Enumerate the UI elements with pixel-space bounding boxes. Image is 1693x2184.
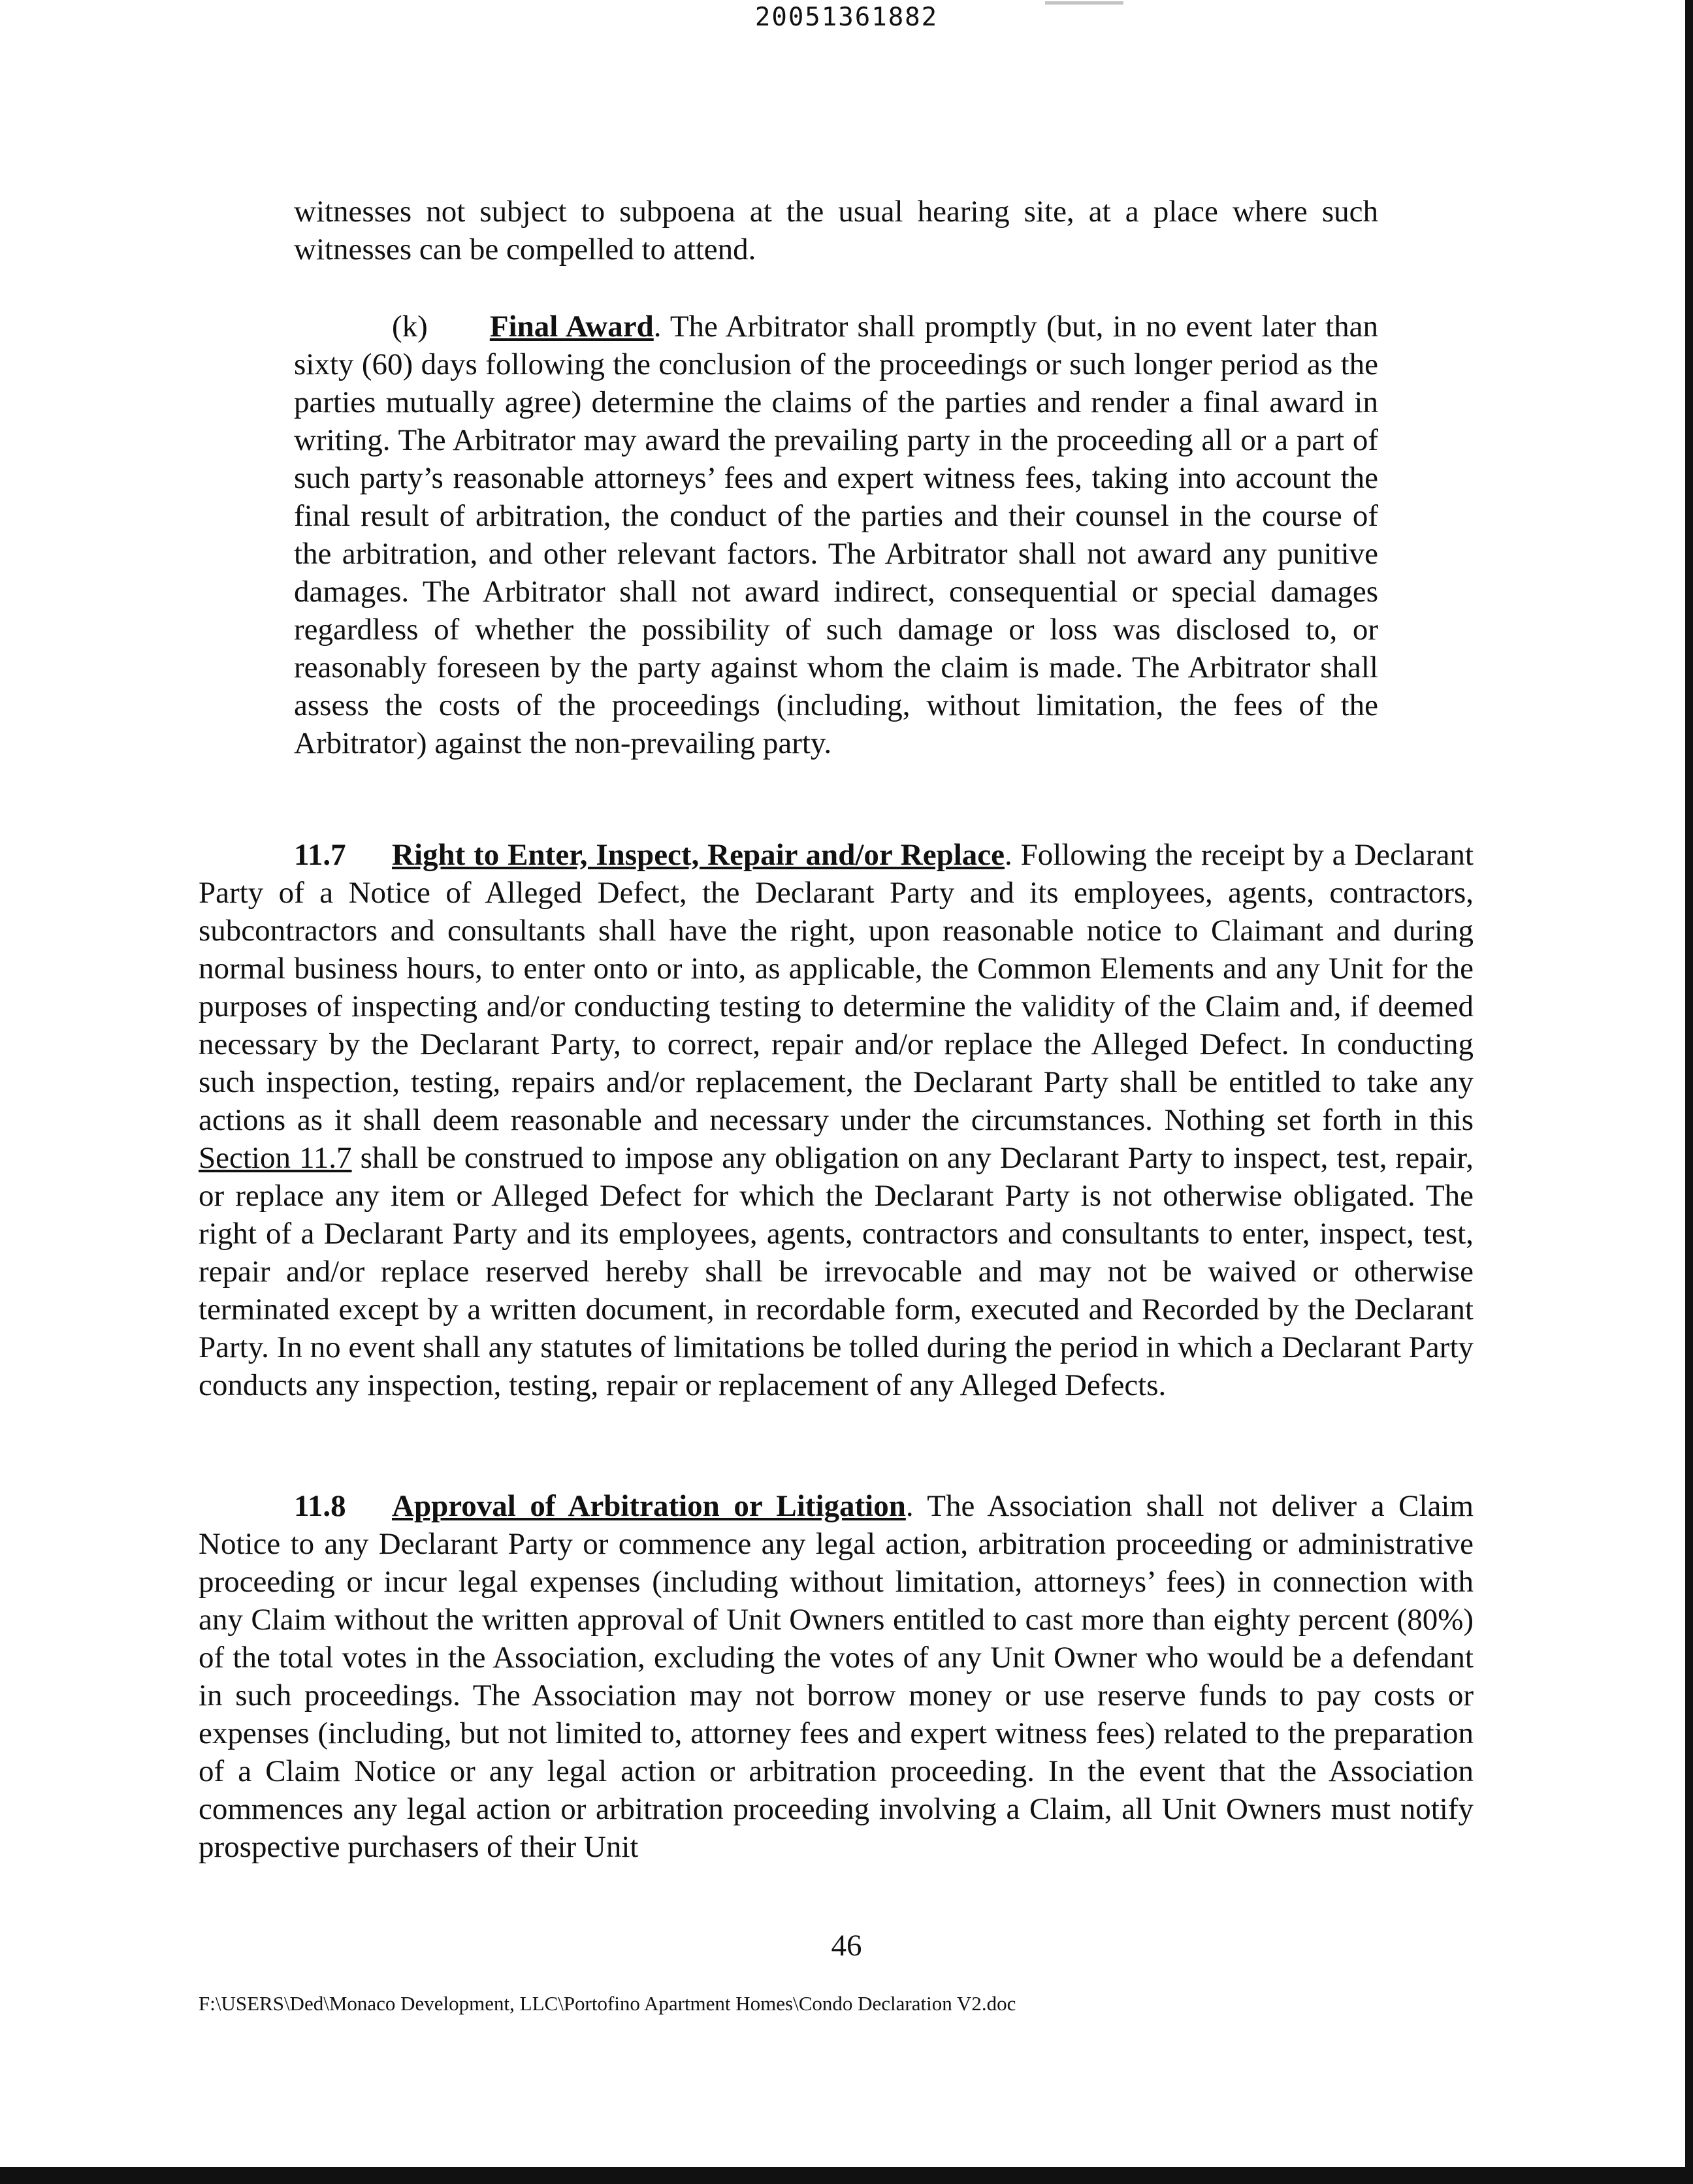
page-number: 46 [831, 1929, 862, 1963]
heading-period: . [1005, 838, 1012, 872]
heading-period: . [653, 310, 662, 344]
scan-border-right [1685, 0, 1693, 2184]
heading-period: . [905, 1489, 914, 1523]
section-text: Following the receipt by a Declarant Party of a Notice of Alleged Defect, the Declarant Party and its employees, agents, contractors, subcontractors and consultants shall have the right, upon reasonable notice to Claimant and during normal business hours, to enter onto or into, as applicable, the Common Elements and any Unit for the purposes of inspecting and/or conducting testing to determine the validity of the Claim and, if deemed necessary by the Declarant Party, to correct, repair and/or replace the Alleged Defect. In conducting such inspection, testing, repairs and/or replacement, the Declarant Party shall be entitled to take any actions as it shall deem reasonable and necessary under the circumstances. Nothing set forth in this [199, 838, 1474, 1137]
subsection-heading: Final Award [489, 310, 654, 344]
section-heading: Approval of Arbitration or Litigation [392, 1489, 906, 1523]
paragraph-text: The Arbitrator shall promptly (but, in no event later than sixty (60) days following the conclusion of the proceedings or such longer period as the parties mutually agree) determine the claims of the parties and render a final award in writing. The Arbitrator may award the prevailing party in the proceeding all or a part of such party’s reasonable attorneys’ fees and expert witness fees, taking into account the final result of arbitration, the conduct of the parties and their counsel in the course of the arbitration, and other relevant factors. The Arbitrator shall not award any punitive damages. The Arbitrator shall not award indirect, consequential or special damages regardless of whether the possibility of such damage or loss was disclosed to, or reasonably foreseen by the party against whom the claim is made. The Arbitrator shall assess the costs of the proceedings (including, without limitation, the fees of the Arbitrator) against the non-prevailing party. [294, 310, 1378, 760]
section-11-8 [199, 1487, 1474, 1866]
subsection-number: (k) [392, 310, 428, 344]
section-heading: Right to Enter, Inspect, Repair and/or Replace [392, 838, 1005, 872]
section-11-7 [199, 836, 1474, 1404]
file-path-footer: F:\USERS\Ded\Monaco Development, LLC\Portofino Apartment Homes\Condo Declaration V2.doc [199, 1992, 1016, 2015]
paragraph-final-award [294, 308, 1378, 762]
paragraph-text: witnesses not subject to subpoena at the usual hearing site, at a place where such witnesses can be compelled to attend. [294, 195, 1378, 266]
paragraph-continuation [294, 193, 1378, 268]
recording-number: 20051361882 [754, 3, 939, 32]
scan-border-bottom [0, 2167, 1693, 2184]
section-number: 11.8 [294, 1489, 346, 1523]
section-number: 11.7 [294, 838, 346, 872]
section-cross-reference: Section 11.7 [199, 1141, 352, 1175]
section-text: The Association shall not deliver a Claim Notice to any Declarant Party or commence any legal action, arbitration proceeding or administrative proceeding or incur legal expenses (including without limitation, attorneys’ fees) in connection with any Claim without the written approval of Unit Owners entitled to cast more than eighty percent (80%) of the total votes in the Association, excluding the votes of any Unit Owner who would be a defendant in such proceedings. The Association may not borrow money or use reserve funds to pay costs or expenses (including, but not limited to, attorney fees and expert witness fees) related to the preparation of a Claim Notice or any legal action or arbitration proceeding. In the event that the Association commences any legal action or arbitration proceeding involving a Claim, all Unit Owners must notify prospective purchasers of their Unit [199, 1489, 1474, 1864]
section-text: shall be construed to impose any obligation on any Declarant Party to inspect, test, repair, or replace any item or Alleged Defect for which the Declarant Party is not otherwise obligated. The right of a Declarant Party and its employees, agents, contractors and consultants to enter, inspect, test, repair and/or replace reserved hereby shall be irrevocable and may not be waived or otherwise terminated except by a written document, in recordable form, executed and Recorded by the Declarant Party. In no event shall any statutes of limitations be tolled during the period in which a Declarant Party conducts any inspection, testing, repair or replacement of any Alleged Defects. [199, 1141, 1474, 1402]
